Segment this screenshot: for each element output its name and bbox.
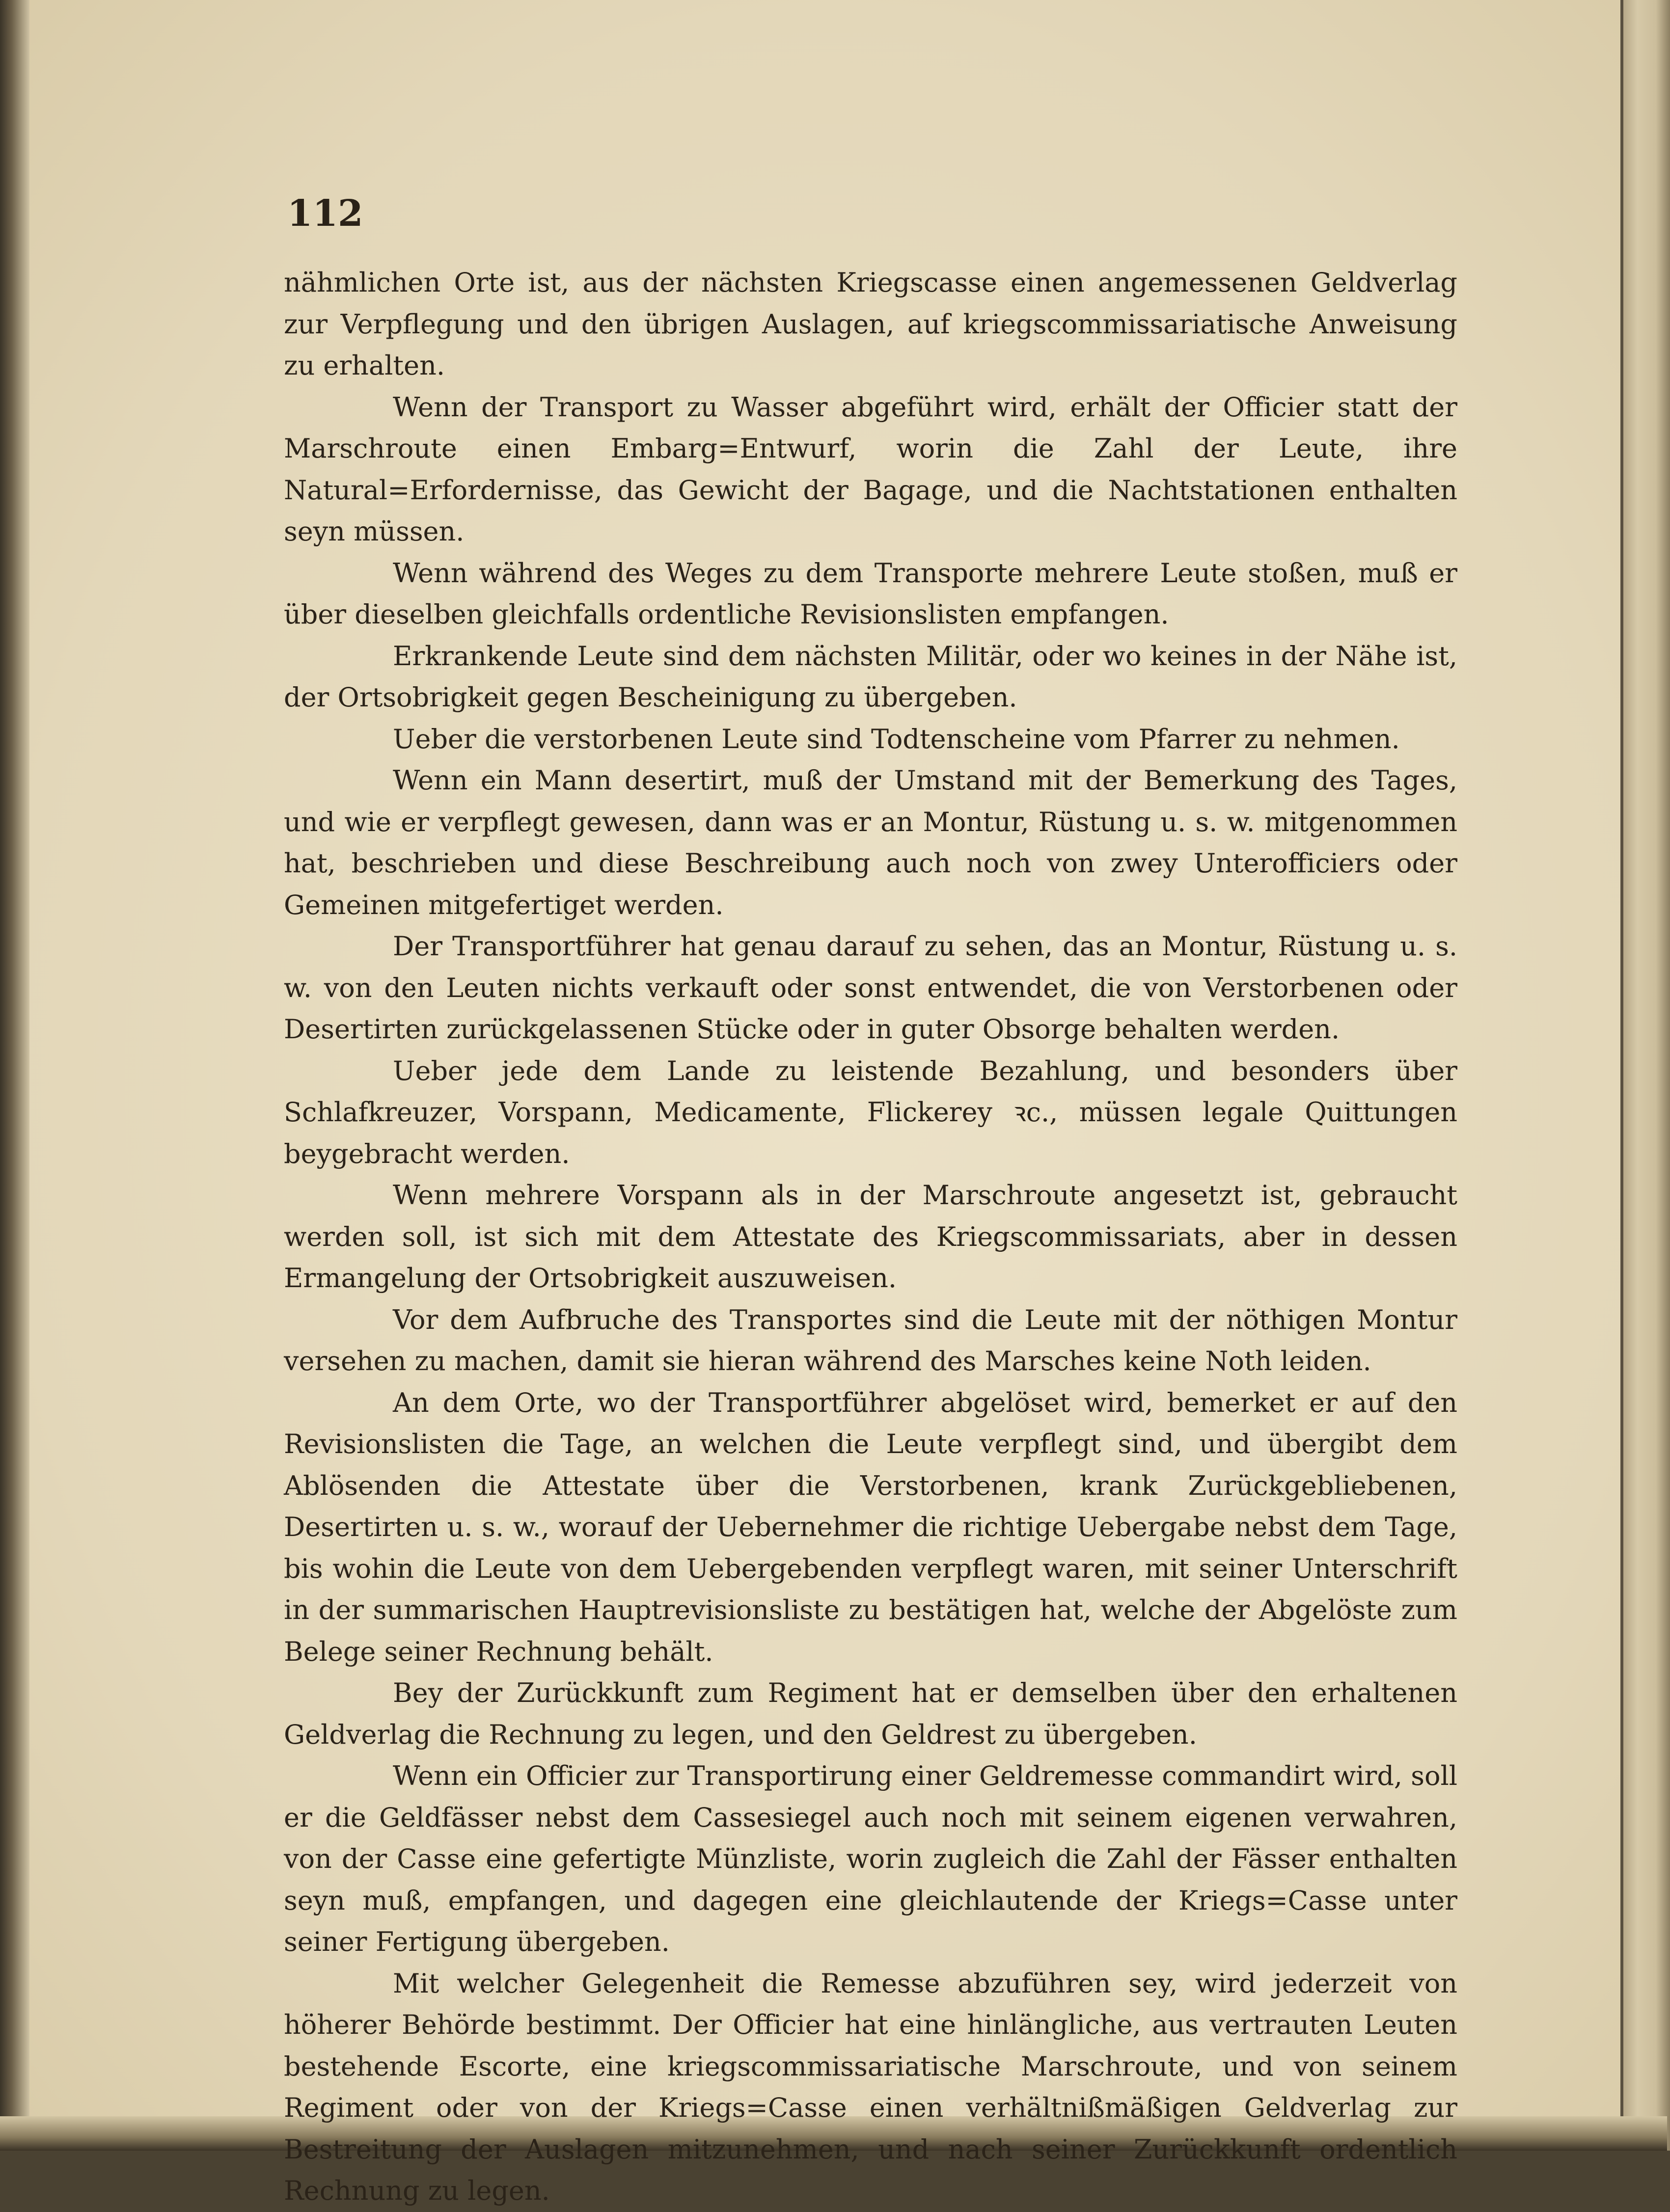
paragraph-continuation: nähmlichen Orte ist, aus der nächsten Kriegscasse einen angemessenen Geldverlag zur Verpflegung und den übrigen Auslagen, auf kriegscommissariatische Anweisung zu erhalten. (284, 267, 1457, 381)
paragraph-handover: An dem Orte, wo der Transportführer abgelöset wird, bemerket er auf den Revisionslisten die Tage, an welchen die Leute verpflegt sind, und übergibt dem Ablösenden die Attestate über die Verstorbenen, krank Zurückgebliebenen, Desertirten u. s. w., worauf der Uebernehmer die richtige Uebergabe nebst dem Tage, bis wohin die Leute von dem Uebergebenden verpflegt waren, mit seiner Unterschrift in der summarischen Hauptrevisionsliste zu bestätigen hat, welche der Abgelöste zum Belege seiner Rechnung behält. (284, 1387, 1457, 1667)
paragraph-escort: Mit welcher Gelegenheit die Remesse abzuführen sey, wird jederzeit von höherer Behörde bestimmt. Der Officier hat eine hinlängliche, aus vertrauten Leuten bestehende Escorte, eine kriegscommissariatische Marschroute, und von seinem Regiment oder von der Kriegs=Casse einen verhältnißmäßigen Geldverlag zur Bestreitung der Auslagen mitzunehmen, und nach seiner Zurückkunft ordentlich Rechnung zu legen. (284, 1968, 1457, 2206)
paragraph-uniforms: Vor dem Aufbruche des Transportes sind die Leute mit der nöthigen Montur versehen zu machen, damit sie hieran während des Marsches keine Noth leiden. (284, 1304, 1457, 1376)
book-gutter-shadow (0, 0, 29, 2151)
paragraph-deserter: Wenn ein Mann desertirt, muß der Umstand mit der Bemerkung des Tages, und wie er verpflegt gewesen, dann was er an Montur, Rüstung u. s. w. mitgenommen hat, beschrieben und diese Beschreibung auch noch von zwey Unterofficiers oder Gemeinen mitgefertiget werden. (284, 765, 1457, 920)
body-text (284, 262, 1457, 2212)
paragraph-money-transport: Wenn ein Officier zur Transportirung einer Geldremesse commandirt wird, soll er die Geldfässer nebst dem Cassesiegel auch noch mit seinem eigenen verwahren, von der Casse eine gefertigte Münzliste, worin zugleich die Zahl der Fässer enthalten seyn muß, empfangen, und dagegen eine gleichlautende der Kriegs=Casse unter seiner Fertigung übergeben. (284, 1760, 1457, 1957)
page-number: 112 (287, 192, 363, 235)
paragraph-return: Bey der Zurückkunft zum Regiment hat er demselben über den erhaltenen Geldverlag die Rechnung zu legen, und den Geldrest zu übergeben. (284, 1677, 1457, 1750)
paragraph-sick-men: Erkrankende Leute sind dem nächsten Militär, oder wo keines in der Nähe ist, der Ortsobrigkeit gegen Bescheinigung zu übergeben. (284, 640, 1457, 713)
paragraph-extra-vorspann: Wenn mehrere Vorspann als in der Marschroute angesetzt ist, gebraucht werden soll, ist sich mit dem Attestate des Kriegscommissariats, aber in dessen Ermangelung der Ortsobrigkeit auszuweisen. (284, 1180, 1457, 1294)
paragraph-deceased: Ueber die verstorbenen Leute sind Todtenscheine vom Pfarrer zu nehmen. (393, 723, 1400, 755)
next-page-edge (1620, 0, 1670, 2151)
paragraph-water-transport: Wenn der Transport zu Wasser abgeführt wird, erhält der Officier statt der Marschroute einen Embarg=Entwurf, worin die Zahl der Leute, ihre Natural=Erfordernisse, das Gewicht der Bagage, und die Nachtstationen enthalten seyn müssen. (284, 391, 1457, 547)
paragraph-additional-men: Wenn während des Weges zu dem Transporte mehrere Leute stoßen, muß er über dieselben gleichfalls ordentliche Revisionslisten empfangen. (284, 557, 1457, 630)
paragraph-equipment: Der Transportführer hat genau darauf zu sehen, das an Montur, Rüstung u. s. w. von den Leuten nichts verkauft oder sonst entwendet, die von Verstorbenen oder Desertirten zurückgelassenen Stücke oder in guter Obsorge behalten werden. (284, 931, 1457, 1045)
paragraph-receipts: Ueber jede dem Lande zu leistende Bezahlung, und besonders über Schlafkreuzer, Vorspann, Medicamente, Flickerey ꝛc., müssen legale Quittungen beygebracht werden. (284, 1055, 1457, 1169)
